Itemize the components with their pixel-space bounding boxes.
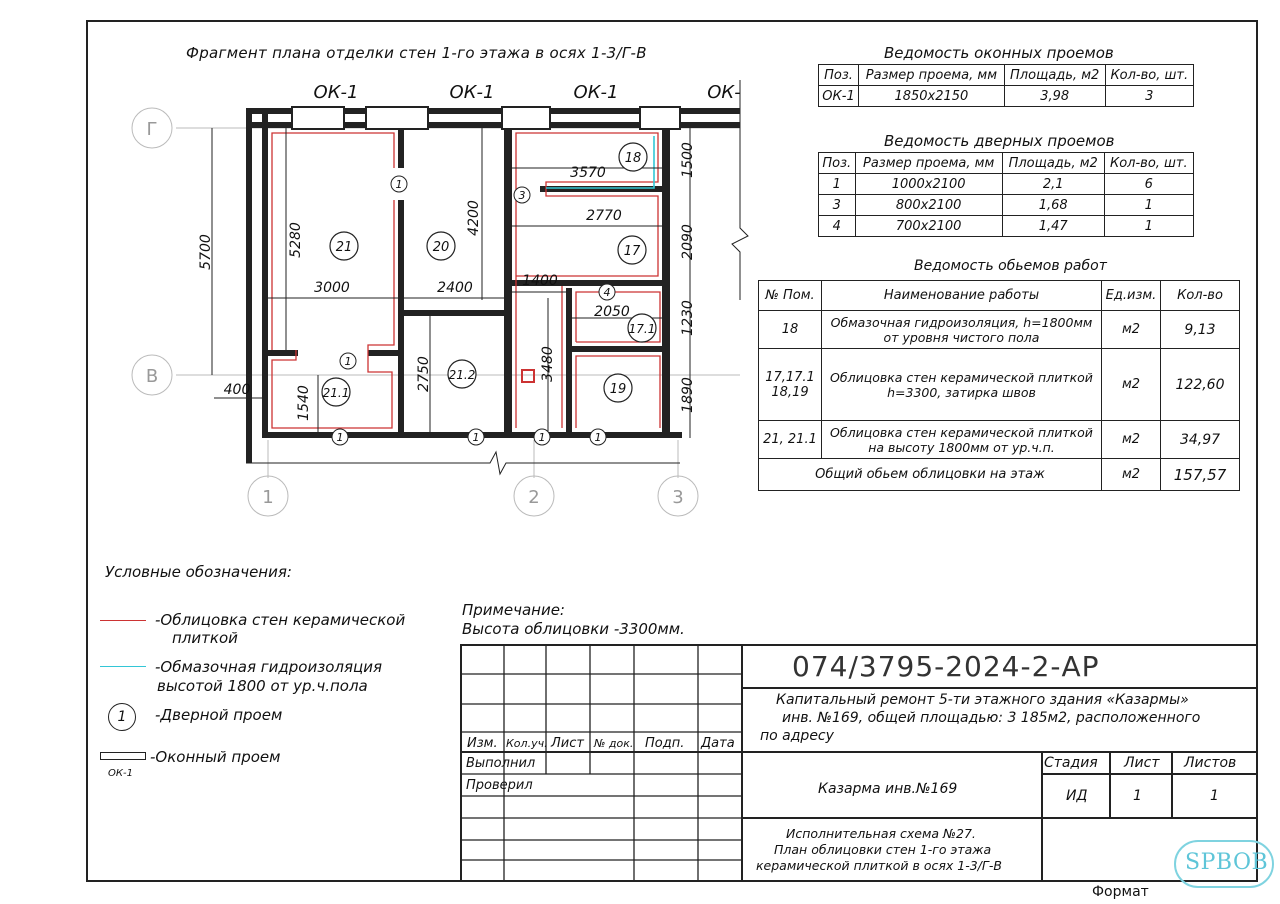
table-header: Ед.изм.	[1102, 281, 1161, 311]
table-cell: 3,98	[1004, 86, 1105, 107]
room-number: 17	[623, 244, 641, 259]
stage-header: Стадия	[1044, 755, 1098, 771]
table-cell: 4	[819, 216, 856, 237]
axis-label-col: 3	[672, 487, 684, 508]
table-header: Площадь, м2	[1002, 153, 1104, 174]
stage-value: ИД	[1066, 788, 1088, 804]
table-total-value: 157,57	[1161, 459, 1240, 491]
table-header: Размер проема, мм	[855, 153, 1002, 174]
table-cell: 2,1	[1002, 174, 1104, 195]
window-mark: ОК-1	[573, 82, 619, 103]
sheets-value: 1	[1210, 788, 1219, 804]
doors-schedule-title: Ведомость дверных проемов	[884, 132, 1115, 150]
table-cell: 3	[819, 195, 856, 216]
table-cell: 1	[1104, 195, 1193, 216]
table-cell: 21, 21.1	[759, 421, 822, 459]
door-mark: 1	[594, 431, 602, 444]
window-mark: ОК-	[707, 82, 741, 103]
table-header: Кол-во, шт.	[1104, 153, 1193, 174]
room-number: 21.1	[322, 386, 350, 400]
table-cell: 700x2100	[855, 216, 1002, 237]
col-header-izm: Изм.	[467, 736, 498, 751]
dim-2090: 2090	[680, 224, 696, 260]
table-cell: Обмазочная гидроизоляция, h=1800мм от уровня чистого пола	[822, 311, 1102, 349]
doc-title-3: керамической плиткой в осях 1-3/Г-В	[756, 858, 1002, 873]
col-header-sign: Подп.	[645, 736, 685, 751]
table-cell: 9,13	[1161, 311, 1240, 349]
room-number: 17.1	[628, 322, 656, 336]
table-cell: 800x2100	[855, 195, 1002, 216]
sheets-header: Листов	[1184, 755, 1237, 771]
room-number: 21	[335, 240, 353, 255]
table-header: Кол-во, шт.	[1105, 65, 1193, 86]
watermark-logo	[1174, 840, 1274, 888]
legend-waterproof-label: -Обмазочная гидроизоляция	[155, 658, 382, 676]
window-mark: ОК-1	[313, 82, 359, 103]
floor-plan	[0, 0, 760, 540]
legend-window-symbol	[100, 752, 146, 760]
table-total-unit: м2	[1102, 459, 1161, 491]
table-cell: ОК-1	[819, 86, 859, 107]
windows-schedule-table	[818, 64, 1194, 107]
project-line-2: инв. №169, общей площадью: 3 185м2, расположенного	[782, 710, 1201, 726]
table-header: Площадь, м2	[1004, 65, 1105, 86]
doc-title-1: Исполнительная схема №27.	[786, 826, 976, 841]
table-total-label: Общий обьем облицовки на этаж	[759, 459, 1102, 491]
project-line-1: Капитальный ремонт 5-ти этажного здания «Казармы»	[776, 692, 1189, 708]
legend-door-label: -Дверной проем	[155, 706, 283, 724]
axis-label-row: Г	[146, 119, 158, 140]
dim-3570: 3570	[570, 165, 606, 181]
col-header-list: Лист	[551, 736, 584, 751]
col-header-date: Дата	[701, 736, 735, 751]
project-line-3: по адресу	[760, 728, 834, 744]
table-cell: 18	[759, 311, 822, 349]
volumes-schedule-table	[758, 280, 1240, 491]
table-cell: м2	[1102, 349, 1161, 421]
dim-2770: 2770	[586, 208, 622, 224]
dim-1890: 1890	[680, 377, 696, 413]
table-cell: м2	[1102, 421, 1161, 459]
legend-waterproof-label-2: высотой 1800 от ур.ч.пола	[157, 677, 368, 695]
legend-tile-swatch	[100, 620, 146, 621]
dim-4200: 4200	[466, 200, 482, 236]
table-header: № Пом.	[759, 281, 822, 311]
room-number: 19	[609, 382, 627, 397]
table-cell: Облицовка стен керамической плиткой на высоту 1800мм от ур.ч.п.	[822, 421, 1102, 459]
table-cell: 6	[1104, 174, 1193, 195]
dim-1230: 1230	[680, 300, 696, 336]
col-header-doc: № док.	[594, 737, 634, 750]
checked-label: Проверил	[466, 778, 533, 793]
door-mark: 4	[603, 286, 611, 299]
dim-3480: 3480	[540, 346, 556, 382]
table-cell: Облицовка стен керамической плиткой h=3300, затирка швов	[822, 349, 1102, 421]
dim-5280: 5280	[288, 222, 304, 258]
table-header: Размер проема, мм	[859, 65, 1005, 86]
door-mark: 1	[336, 431, 344, 444]
table-cell: 1850x2150	[859, 86, 1005, 107]
table-cell: 3	[1105, 86, 1193, 107]
legend-tile-label-2: плиткой	[172, 629, 238, 647]
dim-1540: 1540	[296, 385, 312, 421]
window-mark: ОК-1	[449, 82, 495, 103]
volumes-schedule-title: Ведомость обьемов работ	[914, 258, 1107, 274]
door-mark: 3	[518, 189, 526, 202]
table-cell: 1	[819, 174, 856, 195]
sheet-header: Лист	[1124, 755, 1160, 771]
axis-label-col: 1	[262, 487, 274, 508]
note-title: Примечание:	[462, 601, 565, 619]
axis-label-col: 2	[528, 487, 540, 508]
table-header: Поз.	[819, 153, 856, 174]
plan-title: Фрагмент плана отделки стен 1-го этажа в осях 1-3/Г-В	[186, 44, 647, 62]
table-cell: 1000x2100	[855, 174, 1002, 195]
dim-1400: 1400	[522, 273, 558, 289]
windows-schedule-title: Ведомость оконных проемов	[884, 44, 1114, 62]
table-cell: 1,68	[1002, 195, 1104, 216]
dim-400: 400	[223, 382, 251, 398]
legend-waterproof-swatch	[100, 666, 146, 667]
watermark-text: SPBOB	[1185, 850, 1269, 875]
legend-door-symbol: 1	[108, 703, 136, 731]
performed-label: Выполнил	[466, 756, 536, 771]
dim-2750: 2750	[416, 356, 432, 392]
doors-schedule-table	[818, 152, 1194, 237]
document-code: 074/3795-2024-2-АР	[792, 650, 1100, 683]
table-header: Наименование работы	[822, 281, 1102, 311]
door-mark: 1	[395, 178, 403, 191]
axis-label-row: В	[145, 366, 159, 387]
dim-2050: 2050	[594, 304, 630, 320]
table-cell: 122,60	[1161, 349, 1240, 421]
room-number: 18	[624, 151, 642, 166]
table-cell: м2	[1102, 311, 1161, 349]
room-number: 20	[432, 240, 450, 255]
legend-title: Условные обозначения:	[105, 563, 292, 581]
table-header: Кол-во	[1161, 281, 1240, 311]
table-cell: 1	[1104, 216, 1193, 237]
dim-3000: 3000	[314, 280, 350, 296]
sheet-value: 1	[1133, 788, 1142, 804]
col-header-kolvo: Кол.уч.	[506, 737, 548, 750]
legend-window-mark: ОК-1	[108, 768, 133, 779]
table-header: Поз.	[819, 65, 859, 86]
doc-title-2: План облицовки стен 1-го этажа	[774, 842, 992, 857]
table-cell: 17,17.1 18,19	[759, 349, 822, 421]
legend-tile-label: -Облицовка стен керамической	[155, 611, 406, 629]
object-name: Казарма инв.№169	[818, 781, 958, 797]
format-label: Формат	[1092, 884, 1149, 900]
door-mark: 1	[472, 431, 480, 444]
legend-window-label: -Оконный проем	[150, 748, 281, 766]
dim-1500: 1500	[680, 142, 696, 178]
note-text: Высота облицовки -3300мм.	[462, 620, 685, 638]
table-cell: 1,47	[1002, 216, 1104, 237]
room-number: 21.2	[448, 368, 476, 382]
door-mark: 1	[538, 431, 546, 444]
dim-2400: 2400	[437, 280, 473, 296]
dim-5700: 5700	[198, 234, 214, 270]
door-mark: 1	[344, 355, 352, 368]
table-cell: 34,97	[1161, 421, 1240, 459]
